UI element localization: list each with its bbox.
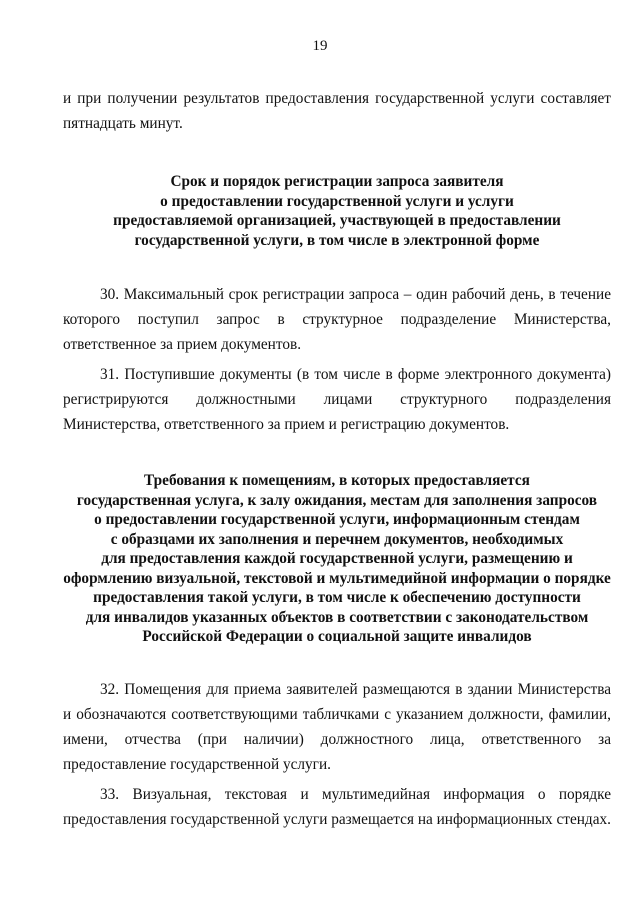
section-title-line: государственной услуги, в том числе в электронной форме — [134, 231, 540, 249]
paragraph-number: 33. — [100, 785, 120, 803]
section-title-line: с образцами их заполнения и перечнем документов, необходимых — [110, 530, 564, 548]
paragraph-text: Поступившие документы (в том числе в форме электронного документа) регистрируются должностными лицами структурного подразделения Министерства, ответственного за прием и регистрацию документов. — [63, 366, 611, 433]
section-title-line: государственная услуга, к залу ожидания, местам для заполнения запросов — [76, 491, 598, 509]
section-title-line: для инвалидов указанных объектов в соответствии с законодательством — [85, 608, 589, 626]
paragraph-33 — [63, 782, 611, 832]
paragraph-text: Визуальная, текстовая и мультимедийная информация о порядке предоставления государственной услуги размещается на информационных стендах. — [63, 785, 611, 828]
paragraph-number: 32. — [100, 680, 120, 698]
section-title-line: о предоставлении государственной услуги и услуги — [160, 192, 514, 210]
paragraph-number: 30. — [100, 286, 120, 303]
section-title-line: Российской Федерации о социальной защите инвалидов — [142, 628, 532, 645]
section-title-line: Требования к помещениям, в которых предоставляется — [144, 472, 530, 489]
section-title-line: предоставляемой организацией, участвующей в предоставлении — [113, 212, 561, 229]
section-title-line: Срок и порядок регистрации запроса заявителя — [170, 173, 504, 190]
section-title-registration — [63, 172, 611, 250]
section-title-line: оформлению визуальной, текстовой и мультимедийной информации о порядке — [63, 569, 611, 587]
page-number: 19 — [312, 38, 328, 54]
paragraph-text: Максимальный срок регистрации запроса – один рабочий день, в течение которого поступил запрос в структурное подразделение Министерства, ответственное за прием документов. — [63, 286, 612, 353]
paragraph-number: 31. — [100, 366, 120, 383]
paragraph-31 — [63, 362, 611, 437]
paragraph-32 — [63, 677, 611, 777]
section-title-line: о предоставлении государственной услуги, информационным стендам — [94, 511, 580, 528]
continuation-paragraph: и при получении результатов предоставления государственной услуги составляет пятнадцать минут. — [63, 90, 611, 132]
paragraph-text: Помещения для приема заявителей размещаются в здании Министерства и обозначаются соответствующими табличками с указанием должности, фамилии, имени, отчества (при наличии) должностного лица, ответственного за предоставление государственной услуги. — [63, 680, 611, 773]
section-title-line: для предоставления каждой государственной услуги, размещению и — [101, 550, 573, 567]
section-title-line: предоставления такой услуги, в том числе к обеспечению доступности — [93, 589, 581, 606]
document-body — [63, 86, 611, 837]
paragraph-30 — [63, 282, 611, 357]
section-title-premises — [63, 471, 611, 647]
